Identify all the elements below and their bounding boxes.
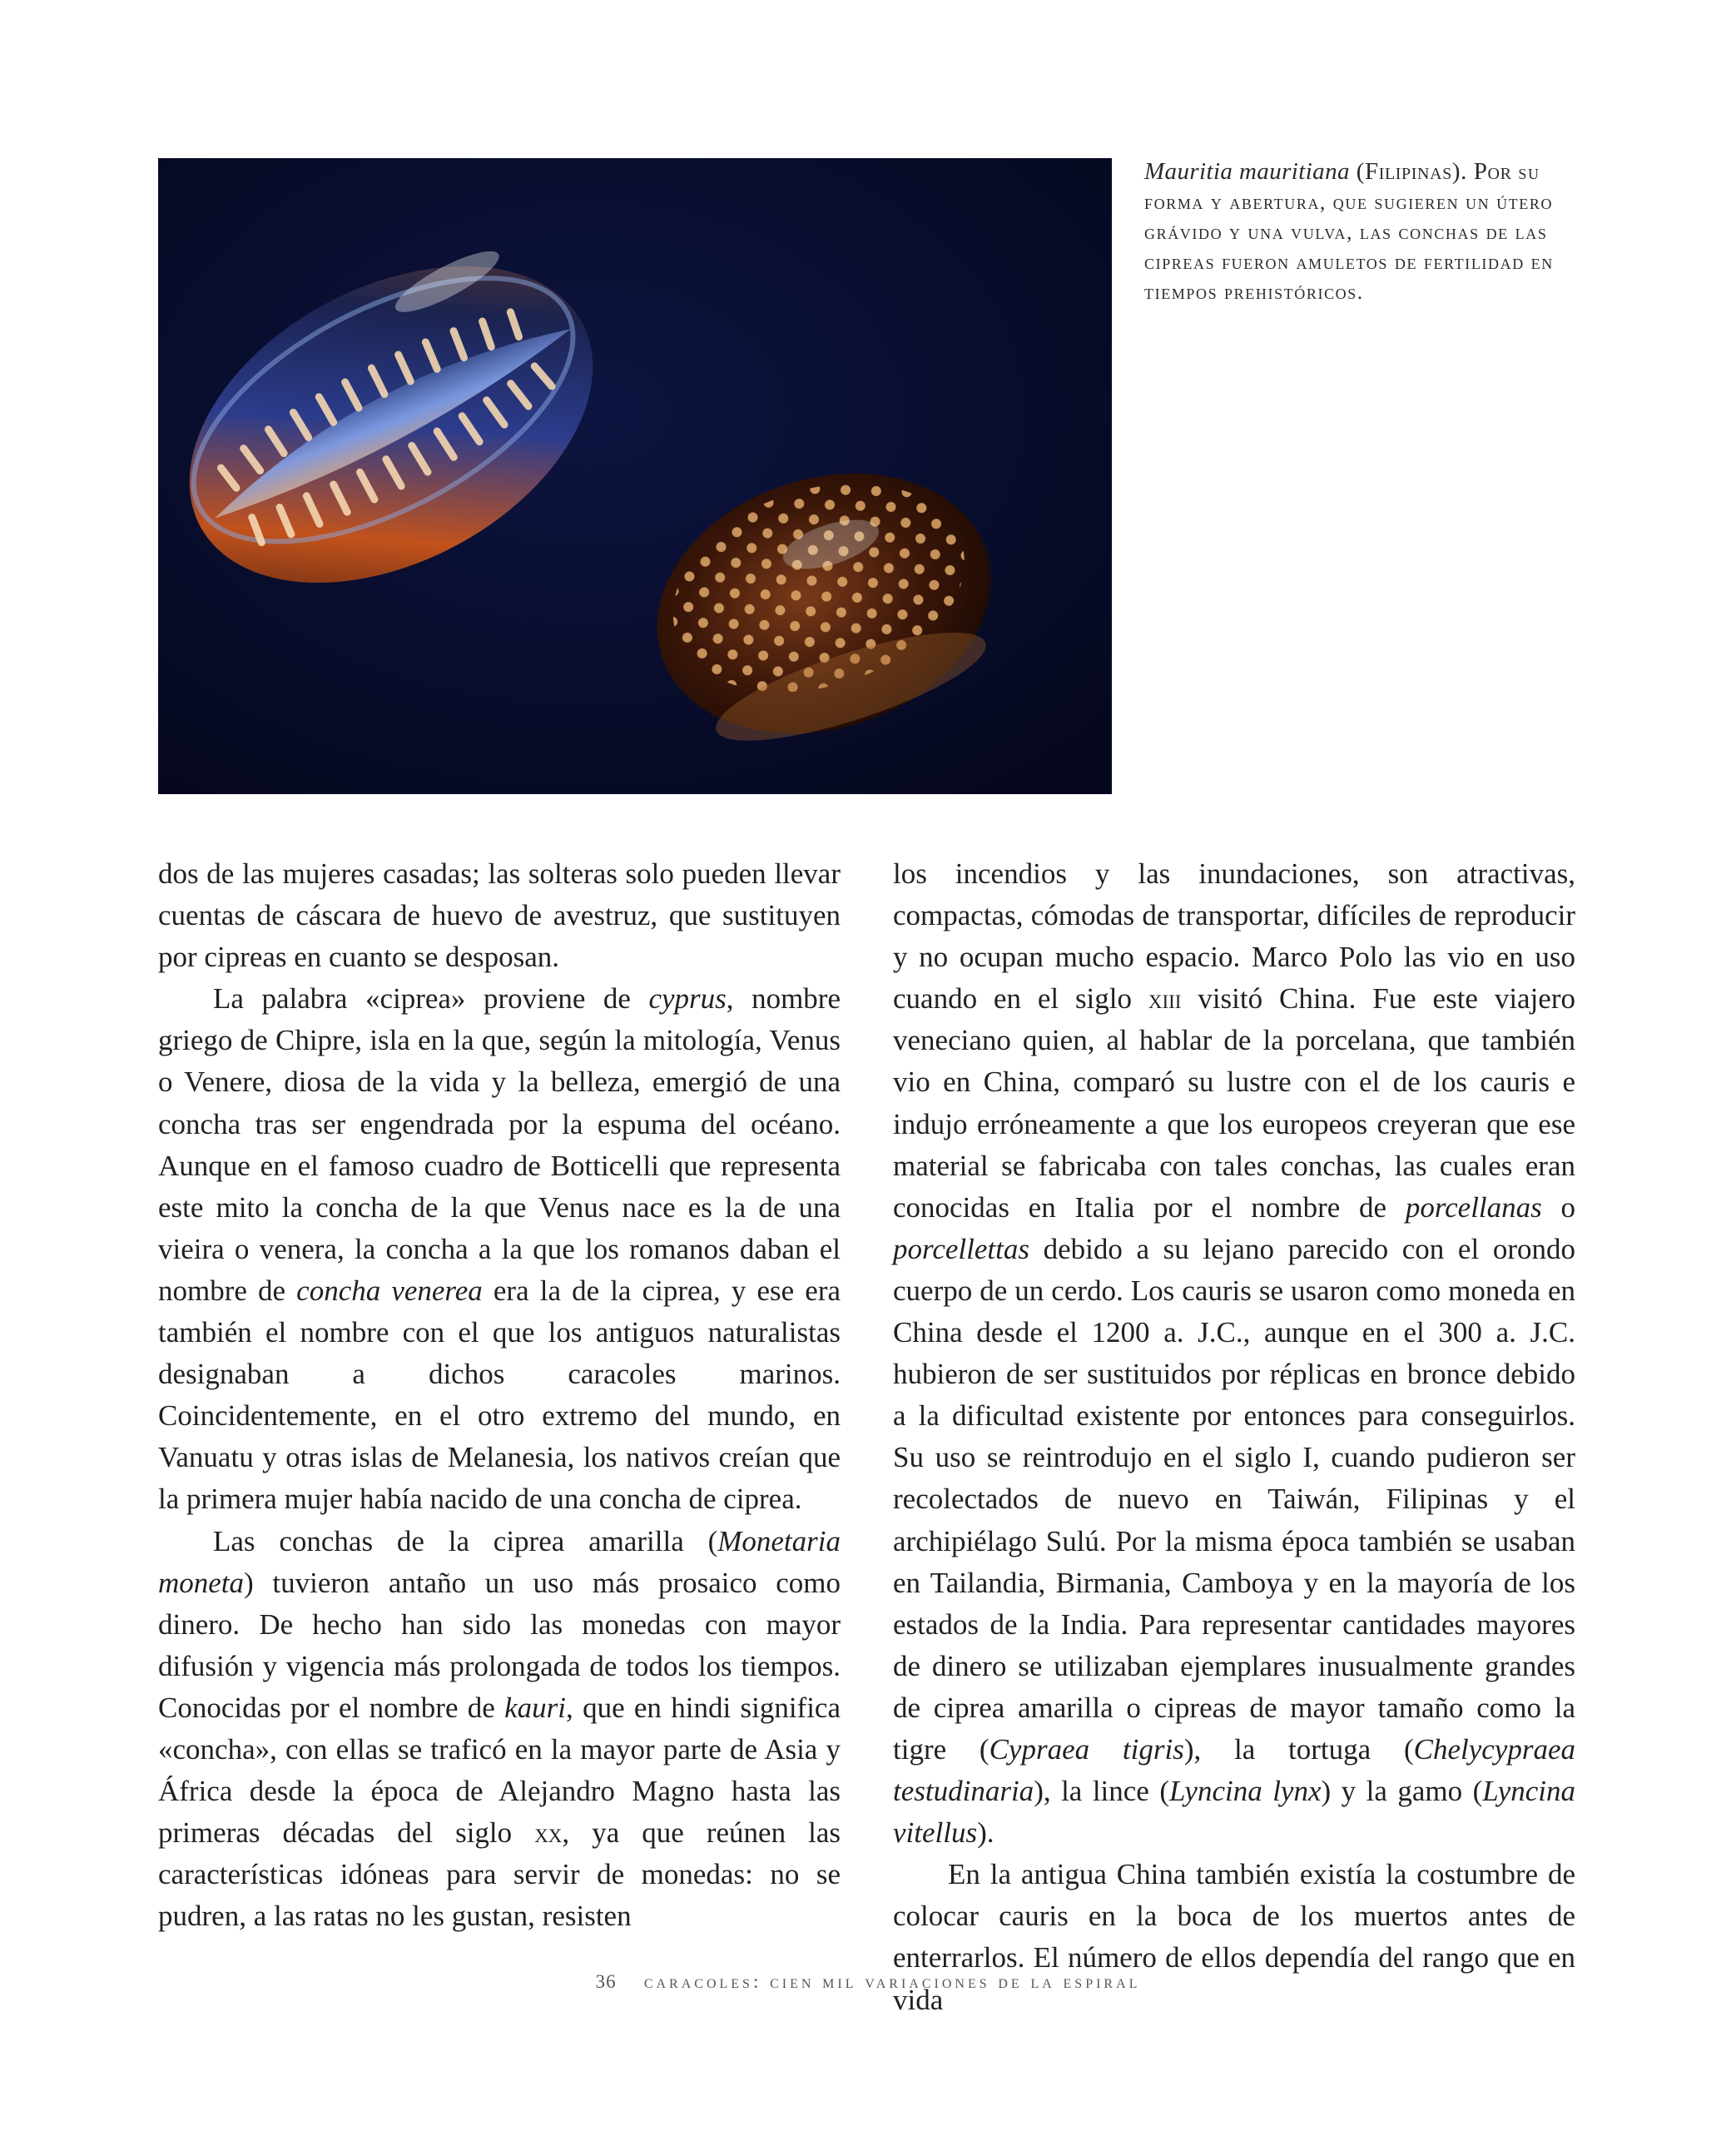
right-column [893, 853, 1575, 2021]
cowrie-shells-illustration [158, 158, 1112, 794]
right-paragraph-1: los incendios y las inundaciones, son atractivas, compactas, cómodas de transportar, difíciles de reproducir y no ocupan mucho espacio. Marco Polo las vio en uso cuando en el siglo xiii visitó China. Fue este viajero veneciano quien, al hablar de la porcelana, que también vio en China, comparó su lustre con el de los cauris e indujo erróneamente a que los europeos creyeran que ese material se fabricaba con tales conchas, las cuales eran conocidas en Italia por el nombre de porcellanas o porcellettas debido a su lejano parecido con el orondo cuerpo de un cerdo. Los cauris se usaron como moneda en China desde el 1200 a. J.C., aunque en el 300 a. J.C. hubieron de ser sustituidos por réplicas en bronce debido a la dificultad existente por entonces para conseguirlos. Su uso se reintrodujo en el siglo I, cuando pudieron ser recolectados de nuevo en Taiwán, Filipinas y el archipiélago Sulú. Por la misma época también se usaban en Tailandia, Birmania, Camboya y en la mayoría de los estados de la India. Para representar cantidades mayores de dinero se utilizaban ejemplares inusualmente grandes de ciprea amarilla o cipreas de mayor tamaño como la tigre (Cypraea tigris), la tortuga (Chelycypraea testudinaria), la lince (Lyncina lynx) y la gamo (Lyncina vitellus). [893, 857, 1576, 1850]
caption-location: (Filipinas). Por [1349, 158, 1512, 185]
left-paragraph-1: dos de las mujeres casadas; las solteras solo pueden llevar cuentas de cáscara de huevo de avestruz, que sustituyen por cipreas en cuanto se desposan. [158, 857, 841, 974]
page-number: 36 [595, 1971, 617, 1992]
caption-species: Mauritia mauritiana [1144, 158, 1350, 185]
right-paragraph-2: En la antigua China también existía la costumbre de colocar cauris en la boca de los muertos antes de enterrarlos. El número de ellos dependía del rango que en vida [893, 1858, 1575, 2016]
page-footer [0, 1971, 1736, 1993]
photo-caption [1144, 156, 1577, 308]
left-column [158, 853, 841, 1937]
caption-text: su forma y abertura, que sugieren un útero grávido y una vulva, las conchas de las cipreas fueron amuletos de fertilidad en tiempos prehistóricos. [1144, 161, 1554, 304]
left-paragraph-2: La palabra «ciprea» proviene de cyprus, nombre griego de Chipre, isla en la que, según la mitología, Venus o Venere, diosa de la vida y la belleza, emergió de una concha tras ser engendrada por la espuma del océano. Aunque en el famoso cuadro de Botticelli que representa este mito la concha de la que Venus nace es la de una vieira o venera, la concha a la que los romanos daban el nombre de concha venerea era la de la ciprea, y ese era también el nombre con el que los antiguos naturalistas designaban a dichos caracoles marinos. Coincidentemente, en el otro extremo del mundo, en Vanuatu y otras islas de Melanesia, los nativos creían que la primera mujer había nacido de una concha de ciprea. [158, 982, 841, 1516]
running-title: caracoles: cien mil variaciones de la espiral [643, 1971, 1141, 1992]
cowrie-photo [158, 158, 1112, 794]
left-paragraph-3: Las conchas de la ciprea amarilla (Monetaria moneta) tuvieron antaño un uso más prosaico como dinero. De hecho han sido las monedas con mayor difusión y vigencia más prolongada de todos los tiempos. Conocidas por el nombre de kauri, que en hindi significa «concha», con ellas se traficó en la mayor parte de Asia y África desde la época de Alejandro Magno hasta las primeras décadas del siglo xx, ya que reúnen las características idóneas para servir de monedas: no se pudren, a las ratas no les gustan, resisten [158, 1524, 841, 1933]
